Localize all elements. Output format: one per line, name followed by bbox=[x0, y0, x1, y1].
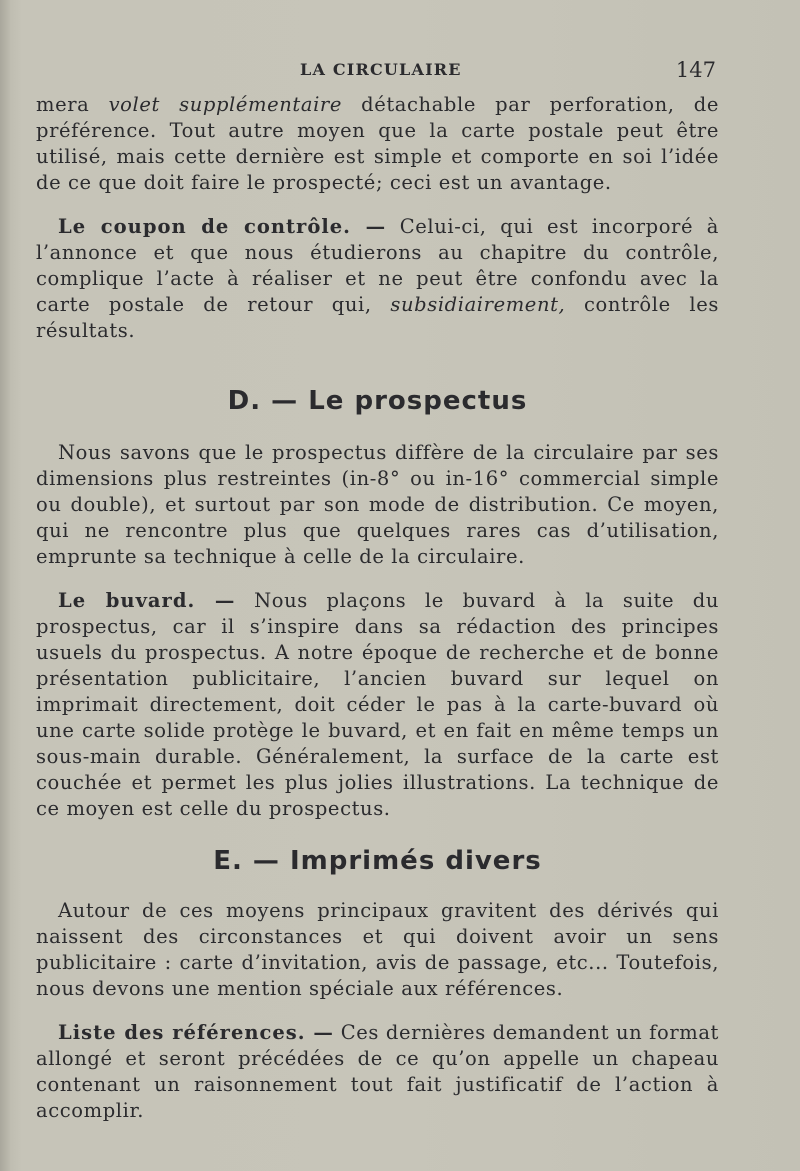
running-title: LA CIRCULAIRE bbox=[300, 60, 462, 79]
buvard-runin-heading: Le buvard. — bbox=[58, 589, 236, 612]
p4-text: Nous plaçons le buvard à la suite du prospectus, car il s’inspire dans sa rédaction des principes usuels du prospectus. A notre époque de recherche et de bonne présentation publicitaire, l’ancien buvard sur lequel on imprimait directement, doit céder le pas à la carte-buvard où une carte solide protège le buvard, et en fait en même temps un sous-main durable. Généralement, la surface de la carte est couchée et permet les plus jolies illustrations. La technique de ce moyen est celle du prospectus. bbox=[36, 589, 720, 820]
paragraph-gap bbox=[36, 196, 719, 214]
coupon-runin-heading: Le coupon de contrôle. — bbox=[58, 215, 387, 238]
p2-text-end: contrôle les résultats. bbox=[36, 293, 719, 342]
paragraph-gap bbox=[36, 570, 719, 588]
section-heading-prospectus: D. — Le prospectus bbox=[227, 386, 528, 416]
page-binding-edge bbox=[0, 0, 10, 1171]
paragraph-buvard bbox=[36, 588, 719, 822]
p2-text-start: Celui-ci, qui est incorporé à l’annonce et que nous étudierons au chapitre du contrôle, complique l’acte à réaliser et ne peut être confondu avec la carte postale de retour qui, bbox=[36, 215, 719, 316]
paragraph-prospectus: Nous savons que le prospectus diffère de la circulaire par ses dimensions plus restreintes (in-8° ou in-16° commercial simple ou double), et surtout par son mode de distribution. Ce moyen, qui ne rencontre plus que quelques rares cas d’utilisation, emprunte sa technique à celle de la circulaire. bbox=[36, 441, 719, 568]
paragraph-continuation bbox=[36, 92, 719, 196]
references-runin-heading: Liste des références. — bbox=[58, 1021, 334, 1044]
running-header bbox=[36, 58, 716, 84]
page-body bbox=[36, 92, 719, 1124]
p6-text: Ces dernières demandent un format allongé et seront précédées de ce qu’on appelle un chapeau contenant un raisonnement tout fait justificatif de l’action à accomplir. bbox=[36, 1021, 719, 1122]
paragraph-imprimes: Autour de ces moyens principaux gravitent des dérivés qui naissent des circonstances et qui doivent avoir un sens publicitaire : carte d’invitation, avis de passage, etc... Toutefois, nous devons une mention spéciale aux références. bbox=[36, 899, 719, 1000]
p2-emphasis: subsidiairement, bbox=[390, 293, 566, 316]
p1-text-start: mera bbox=[36, 93, 109, 116]
paragraph-references bbox=[36, 1020, 719, 1124]
paragraph-gap bbox=[36, 1002, 719, 1020]
page-number: 147 bbox=[675, 58, 716, 82]
section-heading-imprimes: E. — Imprimés divers bbox=[213, 846, 542, 876]
p1-emphasis: volet supplémentaire bbox=[108, 93, 342, 116]
p1-text-end: détachable par perforation, de préférence. Tout autre moyen que la carte postale peut être utilisé, mais cette dernière est simple et comporte en soi l’idée de ce que doit faire le prospecté; ceci est un avantage. bbox=[36, 93, 719, 194]
paragraph-coupon bbox=[36, 214, 719, 344]
